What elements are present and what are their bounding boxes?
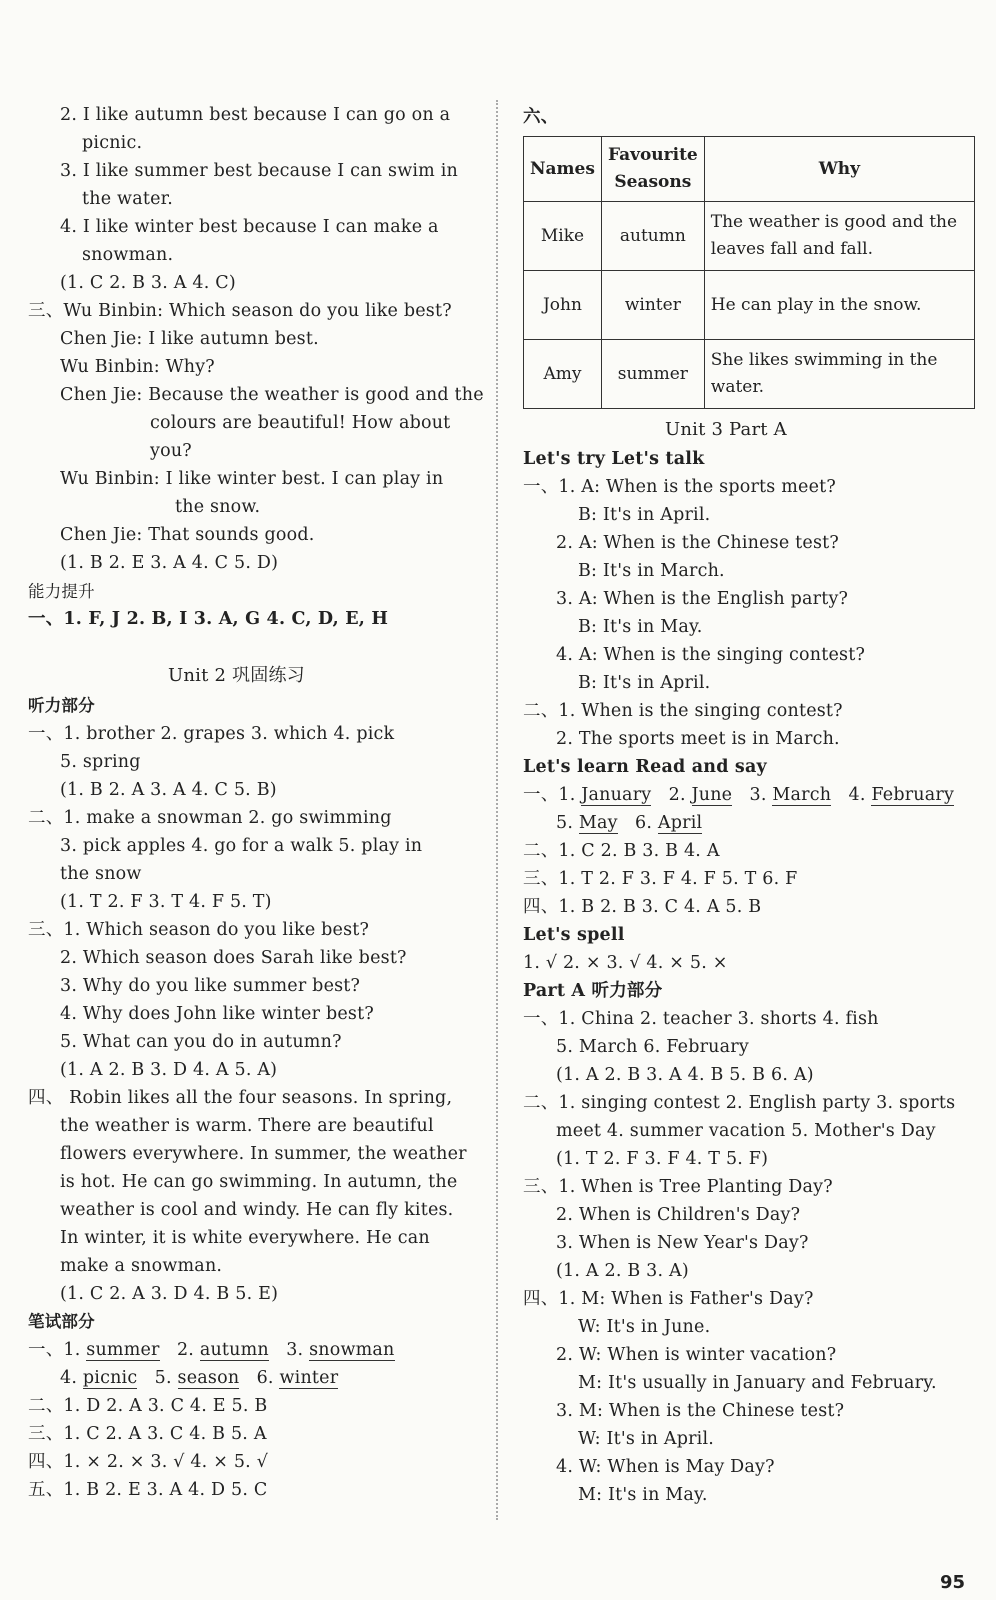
item-number: 6.: [256, 1368, 274, 1388]
text-line: 一、1. brother 2. grapes 3. which 4. pick: [28, 724, 395, 744]
table-cell: John: [524, 271, 602, 340]
text-line: 5. March 6. February: [556, 1037, 749, 1057]
item-number: 6.: [635, 813, 653, 833]
text-line: is hot. He can go swimming. In autumn, the: [60, 1172, 458, 1192]
answer-key-line: (1. T 2. F 3. F 4. T 5. F): [556, 1149, 769, 1169]
answer-word: June: [691, 785, 733, 805]
table-cell: He can play in the snow.: [704, 271, 974, 340]
answer-word: autumn: [199, 1340, 269, 1360]
text-line: [556, 809, 702, 837]
answer-key-line: (1. B 2. E 3. A 4. C 5. D): [60, 553, 279, 573]
answer-word: March: [772, 785, 832, 805]
section-heading: Let's try Let's talk: [523, 449, 705, 469]
text-line: 四、1. × 2. × 3. √ 4. × 5. √: [28, 1452, 269, 1472]
text-line: 3. pick apples 4. go for a walk 5. play in: [60, 836, 423, 856]
text-line: 三、1. T 2. F 3. F 4. F 5. T 6. F: [523, 869, 798, 889]
text-line: flowers everywhere. In summer, the weather: [60, 1144, 467, 1164]
table-row: [524, 271, 975, 340]
text-line: the weather is warm. There are beautiful: [60, 1116, 434, 1136]
text-line: 2. The sports meet is in March.: [556, 729, 840, 749]
table-cell: winter: [601, 271, 704, 340]
text-line: Wu Binbin: Why?: [60, 357, 215, 377]
text-line: 二、1. make a snowman 2. go swimming: [28, 808, 392, 828]
text-line: 3. I like summer best because I can swim in: [60, 161, 459, 181]
text-line: W: It's in April.: [578, 1429, 715, 1449]
answer-key-line: (1. C 2. A 3. D 4. B 5. E): [60, 1284, 279, 1304]
item-number: 3.: [749, 785, 767, 805]
table-cell: Amy: [524, 340, 602, 409]
text-line: 二、1. D 2. A 3. C 4. E 5. B: [28, 1396, 268, 1416]
text-line: 四、1. B 2. B 3. C 4. A 5. B: [523, 897, 762, 917]
text-line: [28, 1336, 395, 1364]
text-line: Wu Binbin: I like winter best. I can play in: [60, 469, 444, 489]
answer-word: May: [578, 813, 618, 833]
text-line: [523, 781, 954, 809]
text-line: picnic.: [82, 133, 143, 153]
text-line: 二、1. singing contest 2. English party 3. sports: [523, 1093, 956, 1113]
text-line: Chen Jie: Because the weather is good and the: [60, 385, 484, 405]
answer-word: February: [871, 785, 955, 805]
text-line: [60, 1364, 338, 1392]
text-line: 2. W: When is winter vacation?: [556, 1345, 837, 1365]
text-line: make a snowman.: [60, 1256, 223, 1276]
column-divider: [496, 100, 498, 1520]
text-line: B: It's in April.: [578, 505, 711, 525]
text-line: B: It's in March.: [578, 561, 725, 581]
text-line: Chen Jie: I like autumn best.: [60, 329, 319, 349]
text-line: 2. When is Children's Day?: [556, 1205, 801, 1225]
answer-key-line: (1. C 2. B 3. A 4. C): [60, 273, 236, 293]
table-cell: summer: [601, 340, 704, 409]
table-header-cell: Favourite Seasons: [601, 137, 704, 202]
item-number: 一、1.: [28, 1340, 81, 1360]
text-line: 三、Wu Binbin: Which season do you like best?: [28, 301, 452, 321]
table-cell: The weather is good and the leaves fall and fall.: [704, 202, 974, 271]
table-cell: She likes swimming in the water.: [704, 340, 974, 409]
item-number: 5.: [556, 813, 574, 833]
text-line: snowman.: [82, 245, 174, 265]
answer-word: snowman: [309, 1340, 395, 1360]
section-heading: 六、: [523, 107, 559, 127]
text-line: 4. A: When is the singing contest?: [556, 645, 866, 665]
section-heading: Let's learn Read and say: [523, 757, 767, 777]
text-line: the snow.: [175, 497, 261, 517]
text-line: the snow: [60, 864, 142, 884]
text-line: 4. I like winter best because I can make a: [60, 217, 439, 237]
text-line: 2. A: When is the Chinese test?: [556, 533, 839, 553]
section-heading: Let's spell: [523, 925, 625, 945]
item-number: 3.: [286, 1340, 304, 1360]
answer-key-line: (1. A 2. B 3. A): [556, 1261, 689, 1281]
text-line: 1. √ 2. × 3. √ 4. × 5. ×: [523, 953, 728, 973]
text-line: W: It's in June.: [578, 1317, 711, 1337]
text-line: 2. I like autumn best because I can go on a: [60, 105, 451, 125]
text-line: colours are beautiful! How about: [150, 413, 451, 433]
section-heading: 笔试部分: [28, 1312, 95, 1331]
item-number: 2.: [668, 785, 686, 805]
text-line: Chen Jie: That sounds good.: [60, 525, 315, 545]
text-line: 二、1. When is the singing contest?: [523, 701, 843, 721]
text-line: 4. Why does John like winter best?: [60, 1004, 374, 1024]
table-header-cell: Why: [704, 137, 974, 202]
table-header-cell: Names: [524, 137, 602, 202]
item-number: 一、1.: [523, 785, 576, 805]
text-line: the water.: [82, 189, 174, 209]
answer-word: January: [581, 785, 652, 805]
item-number: 5.: [154, 1368, 172, 1388]
section-heading: 能力提升: [28, 582, 95, 601]
text-line: you?: [150, 441, 192, 461]
section-heading: Part A 听力部分: [523, 981, 663, 1001]
answer-key-line: (1. B 2. A 3. A 4. C 5. B): [60, 780, 277, 800]
page-number: 95: [940, 1572, 966, 1593]
table-cell: autumn: [601, 202, 704, 271]
answer-key-line: (1. A 2. B 3. A 4. B 5. B 6. A): [556, 1065, 814, 1085]
text-line: 二、1. C 2. B 3. B 4. A: [523, 841, 720, 861]
text-line: 一、1. China 2. teacher 3. shorts 4. fish: [523, 1009, 879, 1029]
text-line: 五、1. B 2. E 3. A 4. D 5. C: [28, 1480, 268, 1500]
text-line: 2. Which season does Sarah like best?: [60, 948, 407, 968]
answer-word: picnic: [82, 1368, 138, 1388]
text-line: M: It's in May.: [578, 1485, 708, 1505]
table-row: [524, 202, 975, 271]
text-line: B: It's in May.: [578, 617, 703, 637]
item-number: 4.: [848, 785, 866, 805]
text-line: 三、1. Which season do you like best?: [28, 920, 370, 940]
unit-title: Unit 2 巩固练习: [168, 665, 305, 686]
text-line: In winter, it is white everywhere. He can: [60, 1228, 430, 1248]
answer-word: winter: [279, 1368, 339, 1388]
text-line: 四、 Robin likes all the four seasons. In spring,: [28, 1088, 453, 1108]
table-cell: Mike: [524, 202, 602, 271]
table-row: [524, 340, 975, 409]
favourite-seasons-table: [523, 136, 975, 409]
text-line: 3. Why do you like summer best?: [60, 976, 361, 996]
text-line: 一、1. F, J 2. B, I 3. A, G 4. C, D, E, H: [28, 609, 389, 629]
answer-key-line: (1. A 2. B 3. D 4. A 5. A): [60, 1060, 278, 1080]
unit-title: Unit 3 Part A: [665, 419, 787, 440]
text-line: M: It's usually in January and February.: [578, 1373, 937, 1393]
text-line: 四、1. M: When is Father's Day?: [523, 1289, 814, 1309]
text-line: 三、1. When is Tree Planting Day?: [523, 1177, 833, 1197]
text-line: 三、1. C 2. A 3. C 4. B 5. A: [28, 1424, 267, 1444]
text-line: meet 4. summer vacation 5. Mother's Day: [556, 1121, 936, 1141]
answer-word: season: [177, 1368, 240, 1388]
item-number: 2.: [176, 1340, 195, 1360]
text-line: B: It's in April.: [578, 673, 711, 693]
text-line: 4. W: When is May Day?: [556, 1457, 775, 1477]
text-line: 3. When is New Year's Day?: [556, 1233, 809, 1253]
text-line: 5. spring: [60, 752, 141, 772]
text-line: 3. M: When is the Chinese test?: [556, 1401, 845, 1421]
section-heading: 听力部分: [28, 696, 95, 715]
answer-key-line: (1. T 2. F 3. T 4. F 5. T): [60, 892, 272, 912]
item-number: 4.: [60, 1368, 78, 1388]
table-header-row: [524, 137, 975, 202]
text-line: weather is cool and windy. He can fly kites.: [60, 1200, 454, 1220]
answer-word: April: [657, 813, 703, 833]
text-line: 3. A: When is the English party?: [556, 589, 849, 609]
answer-word: summer: [86, 1340, 160, 1360]
text-line: 5. What can you do in autumn?: [60, 1032, 342, 1052]
text-line: 一、1. A: When is the sports meet?: [523, 477, 836, 497]
